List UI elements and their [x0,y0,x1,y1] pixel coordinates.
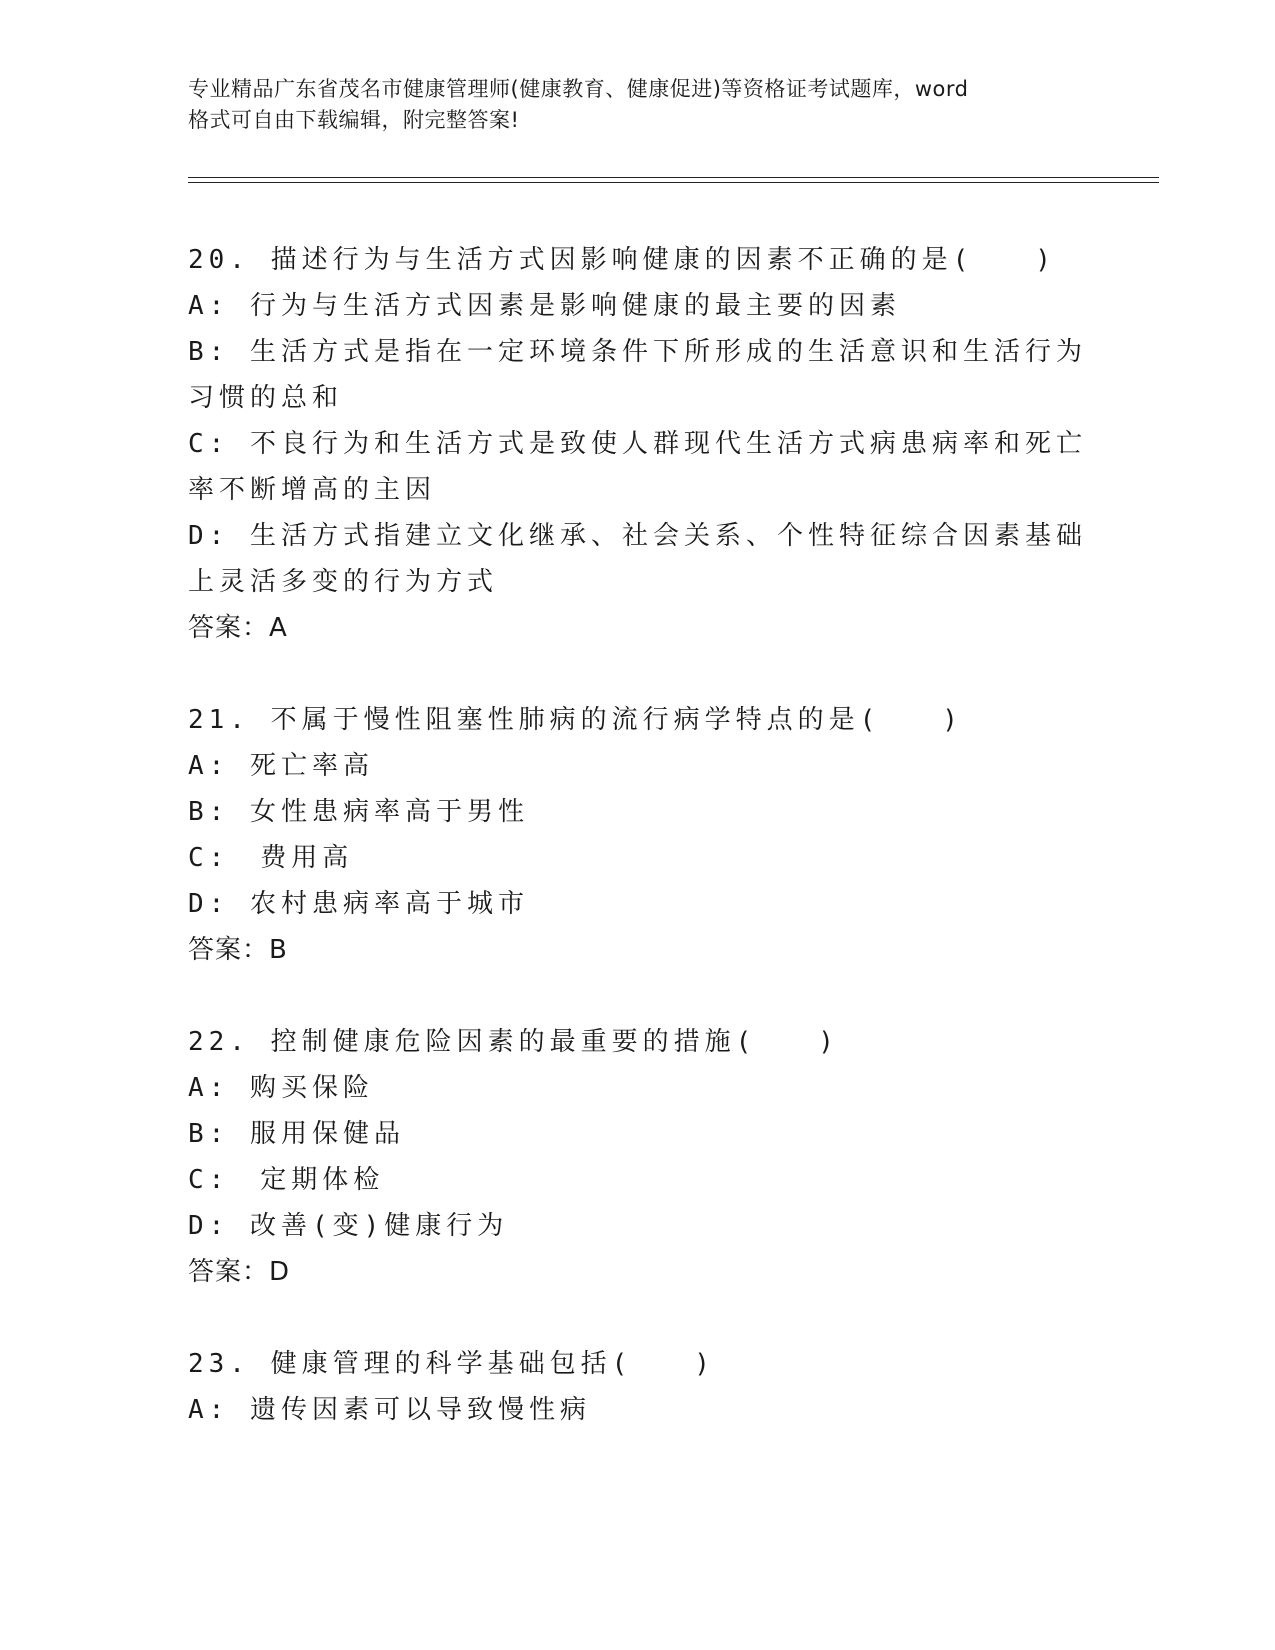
answer: 答案：B [188,935,288,965]
option-b: B: 服用保健品 [188,1119,405,1149]
header-divider-top [188,177,1159,178]
option-a: A: 购买保险 [188,1073,374,1103]
question-stem: 23. 健康管理的科学基础包括( ) [188,1349,715,1379]
question-22 [188,1019,1088,1295]
question-list [188,237,1088,1479]
answer: 答案：D [188,1257,291,1287]
question-stem: 20. 描述行为与生活方式因影响健康的因素不正确的是( ) [188,245,1056,275]
option-c: C: 费用高 [188,843,354,873]
header-divider-bottom [188,182,1159,183]
header-line-2: 格式可自由下载编辑，附完整答案! [188,108,520,132]
option-a: A: 遗传因素可以导致慢性病 [188,1395,591,1425]
option-d: D: 农村患病率高于城市 [188,889,529,919]
option-d: D: 生活方式指建立文化继承、社会关系、个性特征综合因素基础上灵活多变的行为方式 [188,521,1087,597]
question-stem: 22. 控制健康危险因素的最重要的措施( ) [188,1027,839,1057]
question-23 [188,1341,1088,1433]
answer: 答案：A [188,613,288,643]
option-c: C: 定期体检 [188,1165,385,1195]
question-stem: 21. 不属于慢性阻塞性肺病的流行病学特点的是( ) [188,705,963,735]
question-20 [188,237,1088,651]
option-c: C: 不良行为和生活方式是致使人群现代生活方式病患病率和死亡率不断增高的主因 [188,429,1087,505]
header-line-1: 专业精品广东省茂名市健康管理师(健康教育、健康促进)等资格证考试题库，word [188,77,969,101]
document-header [188,74,1088,136]
option-a: A: 行为与生活方式因素是影响健康的最主要的因素 [188,291,901,321]
question-21 [188,697,1088,973]
option-b: B: 女性患病率高于男性 [188,797,529,827]
option-d: D: 改善(变)健康行为 [188,1211,509,1241]
option-a: A: 死亡率高 [188,751,374,781]
option-b: B: 生活方式是指在一定环境条件下所形成的生活意识和生活行为习惯的总和 [188,337,1087,413]
